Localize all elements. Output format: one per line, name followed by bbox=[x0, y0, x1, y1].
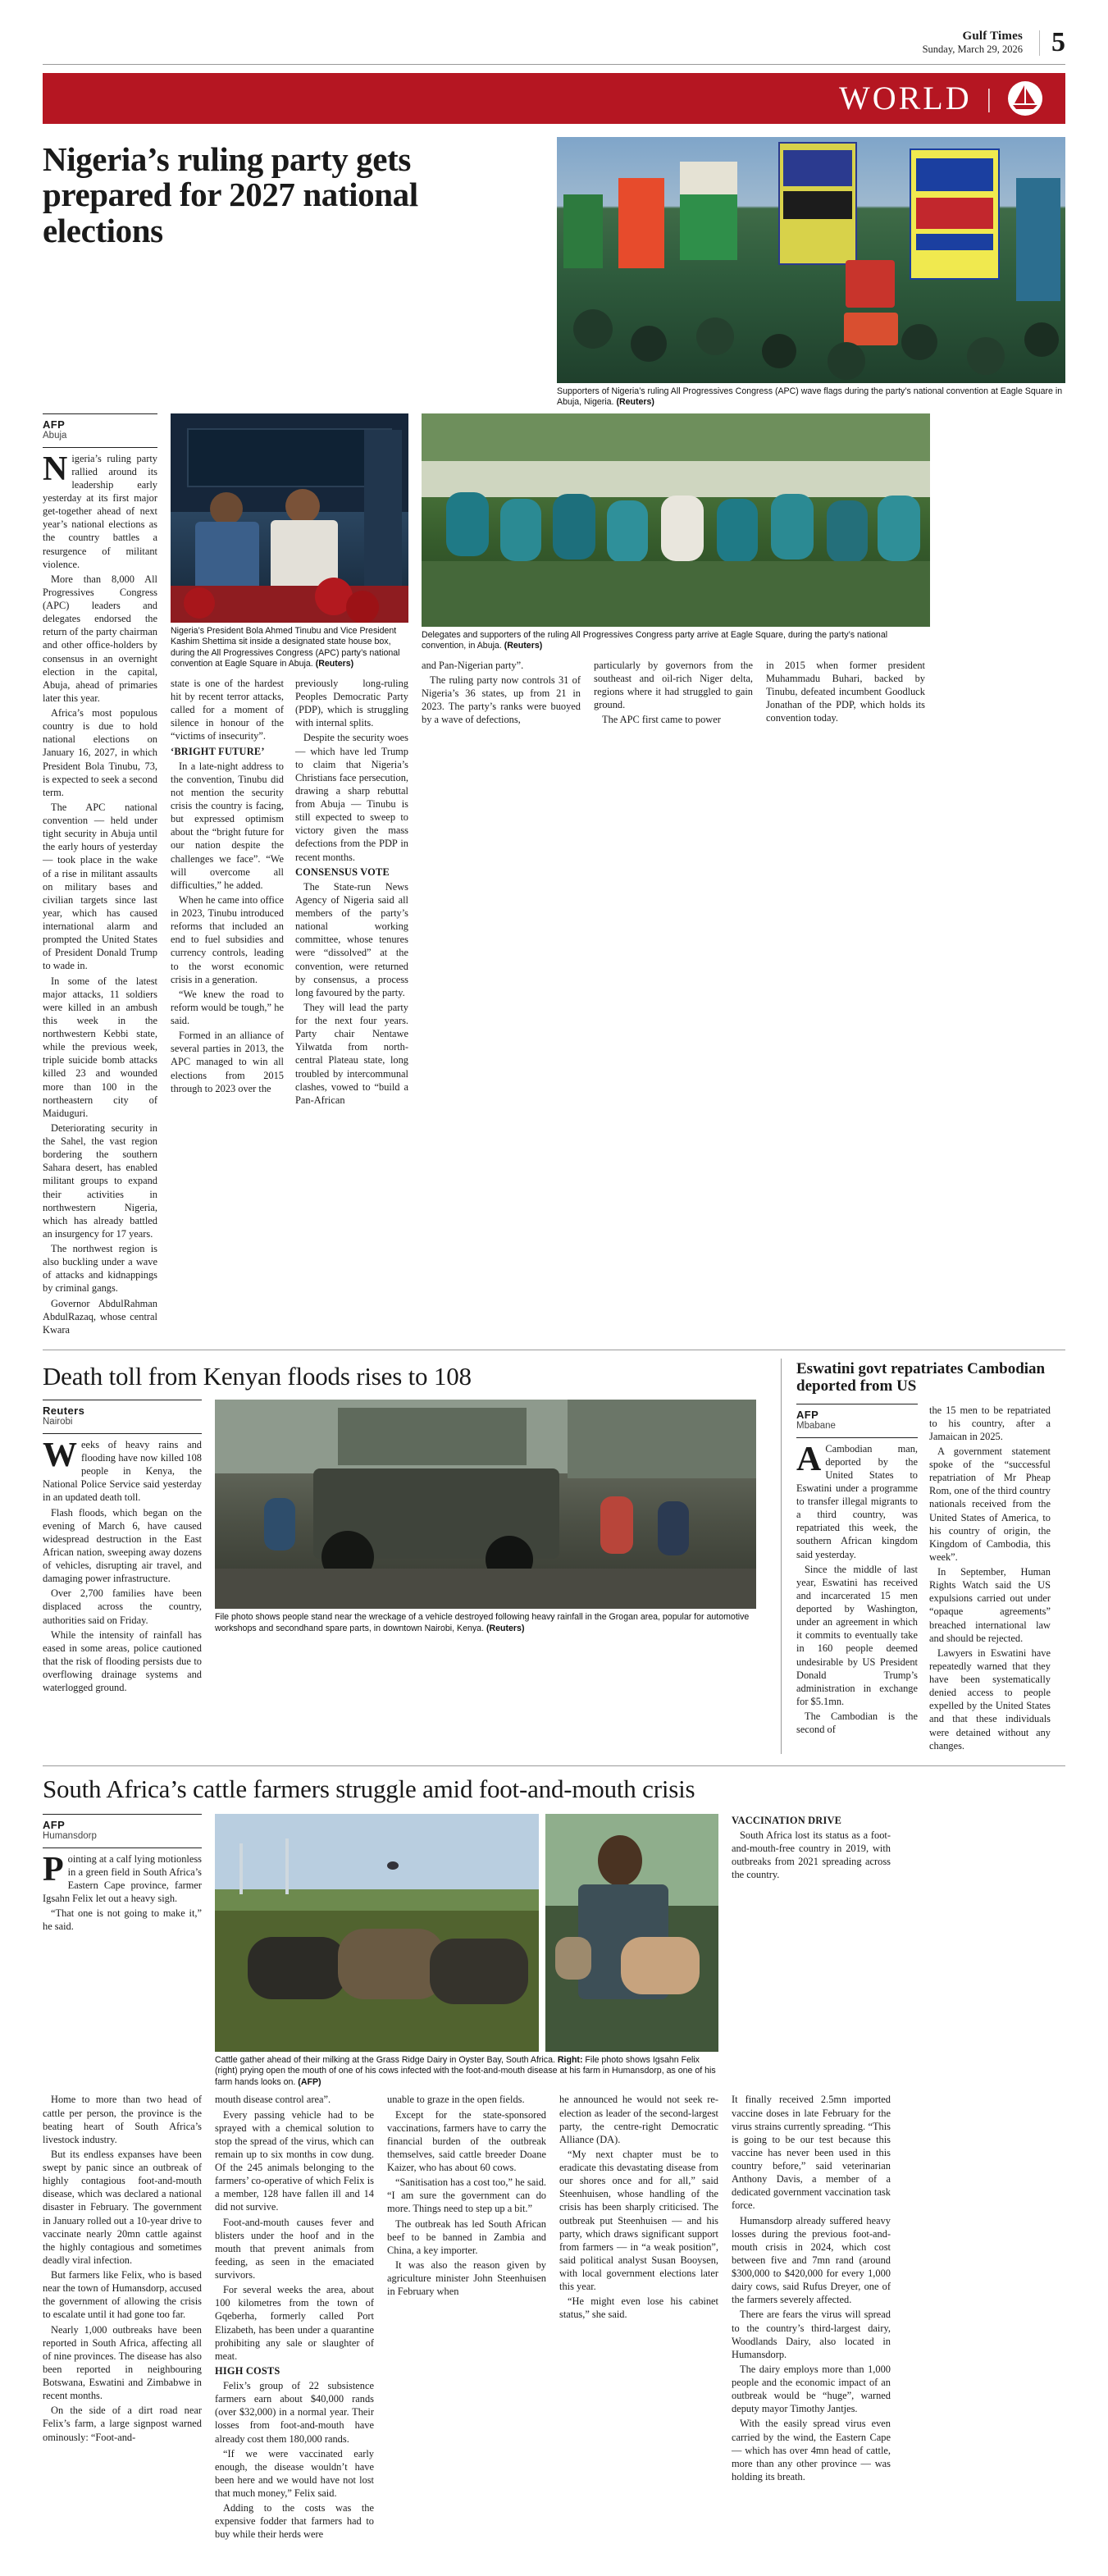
byline-place: Humansdorp bbox=[43, 1830, 97, 1841]
story4-photos-block bbox=[215, 1814, 718, 2089]
story1-col-1-text bbox=[43, 452, 157, 1336]
masthead-rule bbox=[43, 64, 1065, 65]
caption-text: Nigeria’s President Bola Ahmed Tinubu and Vice President Kashim Shettima sit inside a designated state house box, during the All Progressives Congress (APC) party’s national convention at Eagle Square in Abuja. bbox=[171, 625, 400, 669]
story2-byline bbox=[43, 1404, 202, 1427]
paragraph: particularly by governors from the southeast and oil-rich Niger delta, regions where it had struggled to gain ground. bbox=[594, 659, 753, 711]
story1-cols-under-photo bbox=[171, 677, 408, 1108]
paragraph: previously long-ruling Peoples Democratic Party (PDP), which is struggling with internal splits. bbox=[295, 677, 408, 729]
story1-headline: Nigeria’s ruling party gets prepared for 2027 national elections bbox=[43, 139, 418, 250]
story1-photo-b-block bbox=[557, 137, 1065, 409]
paragraph: “My next chapter must be to eradicate this devastating disease from our shores once and for all,” said Steenhuisen, whose handling of the crisis has been sharply criticised. The outbreak put Steenhuisen — and his party, which draws significant support from farmers — in “a weak position”, said political analyst Susan Booysen, with local government elections later this year. bbox=[559, 2148, 718, 2293]
paragraph: Africa’s most populous country is due to hold national elections on January 16, 2027, in which President Bola Tinubu, 73, is expected to seek a second term. bbox=[43, 707, 157, 798]
paragraph: Governor AbdulRahman AbdulRazaq, whose central Kwara bbox=[43, 1297, 157, 1336]
story4-col-3 bbox=[387, 2093, 546, 2542]
page-number: 5 bbox=[1039, 30, 1065, 56]
paragraph: There are fears the virus will spread to the country’s third-largest dairy, Woodlands Dairy, also located in Humansdorp. bbox=[732, 2309, 891, 2360]
caption-credit: (Reuters) bbox=[315, 659, 354, 669]
paragraph: Adding to the costs was the expensive fodder that farmers had to buy while their herds were bbox=[215, 2502, 374, 2541]
paragraph: A government statement spoke of the “successful repatriation of Mr Pheap Rom, one of the third country nationals received from the United States of America, to his country of origin, the Kingdom of Cambodia, this week”. bbox=[929, 1445, 1051, 1563]
paragraph: When he came into office in 2023, Tinubu introduced reforms that included an end to fuel subsidies and currency controls, leading to the worst economic crisis in a generation. bbox=[171, 893, 284, 985]
caption-right-text: File photo shows Igsahn Felix (right) prying open the mouth of one of his cows infected with the foot-and-mouth disease at his farm in Humansdorp, as one of his farm hands looks on. bbox=[215, 2054, 716, 2087]
paragraph: Humansdorp already suffered heavy losses during the previous foot-and-mouth crisis in 2024, which cost between five and 7mn rand (around $300,000 to $420,000 for every 1,000 dairy cows, said Rufus Dreyer, one of the farmers severely affected. bbox=[732, 2214, 891, 2306]
byline-rule bbox=[43, 1814, 202, 1815]
paragraph: ACambodian man, deported by the United States to Eswatini under a programme to transfer illegal migrants to a third country, was repatriated this week, the southern African kingdom said yesterday. bbox=[796, 1440, 918, 1560]
story4-photo-row bbox=[215, 1814, 718, 2052]
section-banner bbox=[43, 73, 1065, 124]
story1-byline bbox=[43, 418, 157, 441]
paragraph: Formed in an alliance of several parties in 2013, the APC managed to win all elections from 2015 through to 2023 over the bbox=[171, 1030, 284, 1094]
paragraph: It was also the reason given by agriculture minister John Steenhuisen in February when bbox=[387, 2259, 546, 2298]
photo-delegates-arrive bbox=[422, 413, 930, 627]
story2-photo-block bbox=[215, 1400, 756, 1696]
paragraph: Over 2,700 families have been displaced across the country, authorities said on Friday. bbox=[43, 1587, 202, 1626]
paragraph: Weeks of heavy rains and flooding have now killed 108 people in Kenya, the National Police Service said yesterday in an updated death toll. bbox=[43, 1436, 202, 1504]
paragraph: “That one is not going to make it,” he said. bbox=[43, 1907, 202, 1933]
paragraph: Lawyers in Eswatini have repeatedly warned that they have been systematically denied access to people expelled by the United States and that these individuals were detained without any changes. bbox=[929, 1647, 1051, 1752]
section-divider-2 bbox=[43, 1765, 1065, 1766]
story2-body bbox=[43, 1400, 764, 1696]
story1-photo-c-block bbox=[422, 413, 930, 1338]
subhead: VACCINATION DRIVE bbox=[732, 1814, 842, 1826]
story3-body bbox=[796, 1404, 1060, 1754]
subhead: HIGH COSTS bbox=[215, 2364, 280, 2377]
article-eswatini-deport bbox=[781, 1359, 1060, 1754]
caption-credit: (Reuters) bbox=[504, 641, 543, 651]
story4-top bbox=[43, 1814, 1065, 2089]
photo-apc-supporters bbox=[557, 137, 1065, 383]
paragraph: in 2015 when former president Muhammadu Buhari, backed by Tinubu, defeated incumbent Goodluck Jonathan of the PDP, which holds its convention today. bbox=[766, 659, 925, 724]
story1-cols-under-photo-c bbox=[422, 659, 930, 728]
story3-headline: Eswatini govt repatriates Cambodian deported from US bbox=[796, 1359, 1046, 1395]
story4-col-5 bbox=[732, 1814, 891, 2089]
paragraph: mouth disease control area”. bbox=[215, 2094, 331, 2106]
photo-nairobi-caption bbox=[215, 1612, 756, 1634]
row-kenya-eswatini bbox=[43, 1359, 1065, 1754]
paragraph: While the intensity of rainfall has eased in some areas, police cautioned that the risk of flooding persists due to overflowing drainage systems and waterlogged ground. bbox=[43, 1628, 202, 1694]
story1-col-4 bbox=[422, 659, 581, 728]
story1-col-1 bbox=[43, 413, 157, 1338]
photo-delegates-caption bbox=[422, 630, 930, 652]
photo-cattle-dairy bbox=[215, 1814, 539, 2052]
caption-text: Delegates and supporters of the ruling All Progressives Congress party arrive at Eagle Square, during the party’s national convention, in Abuja. bbox=[422, 629, 888, 651]
photo-felix-cow bbox=[545, 1814, 718, 2052]
paragraph: “He might even lose his cabinet status,” she said. bbox=[559, 2295, 718, 2321]
byline-rule-2 bbox=[43, 1433, 202, 1434]
paragraph: For several weeks the area, about 100 kilometres from the town of Gqeberha, formerly called Port Elizabeth, has been under a quarantine prohibiting any sale or slaughter of meat. bbox=[215, 2284, 374, 2362]
photo-tinubu-shettima bbox=[171, 413, 408, 623]
story1-col-5 bbox=[594, 659, 753, 728]
caption-text: File photo shows people stand near the wreckage of a vehicle destroyed following heavy rainfall in the Grogan area, popular for automotive workshops and secondhand spare parts, in downtown Nairobi, Kenya. bbox=[215, 1611, 750, 1633]
paragraph: They will lead the party for the next four years. Party chair Nentawe Yilwatda from north-central Plateau state, long troubled by intercommunal clashes, vowed to “build a Pan-African bbox=[295, 1001, 408, 1106]
byline-agency: Reuters bbox=[43, 1404, 85, 1417]
paragraph: Except for the state-sponsored vaccinations, farmers have to carry the financial burden of the outbreak themselves, said cattle breeder Doane Kaizer, who has about 60 cows. bbox=[387, 2108, 546, 2174]
story4-col-1-cont bbox=[43, 2093, 202, 2542]
photo-tinubu-caption bbox=[171, 626, 408, 670]
story1-headline-block bbox=[43, 137, 542, 409]
section-title: WORLD bbox=[838, 80, 972, 117]
caption-credit: (Reuters) bbox=[486, 1623, 525, 1633]
story2-col-1 bbox=[43, 1400, 202, 1696]
byline-place: Nairobi bbox=[43, 1416, 73, 1427]
byline-rule bbox=[43, 413, 157, 414]
byline-rule-2 bbox=[43, 447, 157, 448]
story4-byline bbox=[43, 1819, 202, 1841]
story1-col-3 bbox=[295, 677, 408, 1108]
photo-nairobi-wreckage bbox=[215, 1400, 756, 1609]
paragraph: “Sanitisation has a cost too,” he said. “I am sure the government can do more. Things need to step up a bit.” bbox=[387, 2176, 546, 2215]
story4-headline: South Africa’s cattle farmers struggle amid foot-and-mouth crisis bbox=[43, 1774, 695, 1803]
paragraph: Flash floods, which began on the evening of March 6, have caused widespread destruction in the East African nation, sweeping away dozens of vehicles, disrupting air travel, and damaging power infrastructure. bbox=[43, 1506, 202, 1585]
story4-bottom bbox=[43, 2093, 1065, 2542]
paragraph: South Africa lost its status as a foot-and-mouth-free country in 2019, with outbreaks from 2021 spreading across the country. bbox=[732, 1829, 891, 1881]
paper-name: Gulf Times bbox=[962, 30, 1023, 43]
paragraph: he announced he would not seek re-election as leader of the second-largest party, the centre-right Democratic Alliance (DA). bbox=[559, 2094, 718, 2145]
paragraph: With the easily spread virus even carried by the wind, the Eastern Cape — which has over 4mn head of cattle, more than any other province — was holding its breath. bbox=[732, 2418, 891, 2482]
caption-text: Supporters of Nigeria’s ruling All Progressives Congress (APC) wave flags during the party’s national convention at Eagle Square in Abuja, Nigeria. bbox=[557, 386, 1063, 408]
paragraph: But farmers like Felix, who is based near the town of Humansdorp, accused the government of allowing the crisis to escalate until it had gone too far. bbox=[43, 2269, 202, 2321]
masthead-text bbox=[923, 30, 1023, 56]
article-south-africa-fmd bbox=[43, 1774, 1065, 2543]
paragraph: The State-run News Agency of Nigeria said all members of the party’s national working committee, whose tenures were “dissolved” at the convention, were returned by consensus, a process long favoured by the party. bbox=[295, 880, 408, 998]
subhead: CONSENSUS VOTE bbox=[295, 866, 390, 878]
paragraph: The ruling party now controls 31 of Nigeria’s 36 states, up from 21 in 2023. The party’s ranks were buoyed by a wave of defections, bbox=[422, 674, 581, 726]
paragraph: Pointing at a calf lying motionless in a green field in South Africa’s Eastern Cape province, farmer Igsahn Felix let out a heavy sigh. bbox=[43, 1850, 202, 1905]
byline-agency: AFP bbox=[796, 1408, 819, 1421]
paragraph: In some of the latest major attacks, 11 soldiers were killed in an ambush this week in the northwestern Kebbi state, while the previous week, triple suicide bomb attacks killed 23 and wounded more than 100 in the northeastern city of Maiduguri. bbox=[43, 975, 157, 1119]
byline-place: Mbabane bbox=[796, 1420, 836, 1431]
paragraph: state is one of the hardest hit by recent terror attacks, called for a moment of silence in honour of the “victims of insecurity”. bbox=[171, 677, 284, 742]
story4-col-4 bbox=[559, 2093, 718, 2542]
paragraph: the 15 men to be repatriated to his country, after a Jamaican in 2025. bbox=[929, 1404, 1051, 1442]
byline-rule-2 bbox=[796, 1437, 918, 1438]
story1-body bbox=[43, 413, 1065, 1338]
story4-col-1 bbox=[43, 1814, 202, 2089]
story3-col-1 bbox=[796, 1404, 918, 1754]
caption-right-label: Right: bbox=[557, 2054, 583, 2065]
paragraph: On the side of a dirt road near Felix’s farm, a large signpost warned ominously: “Foot-and- bbox=[43, 2405, 202, 2443]
story1-col-2 bbox=[171, 677, 284, 1108]
story1-top bbox=[43, 137, 1065, 409]
paragraph: Foot-and-mouth causes fever and blisters under the hoof and in the mouth that prevent animals from feeding, as seen in the emaciated survivors. bbox=[215, 2216, 374, 2281]
story2-headline: Death toll from Kenyan floods rises to 108 bbox=[43, 1361, 472, 1391]
gulf-times-dhow-logo-icon bbox=[1006, 80, 1044, 116]
paragraph: Every passing vehicle had to be sprayed with a chemical solution to stop the spread of the virus, which can remain up to six months in cow dung. Of the 245 animals belonging to the farmers’ co-operative of which Felix is a member, 128 have fallen ill and 14 did not survive. bbox=[215, 2108, 374, 2213]
paragraph: The dairy employs more than 1,000 people and the economic impact of an outbreak would be “huge”, warned deputy mayor Timothy Jantjes. bbox=[732, 2363, 891, 2415]
paragraph: unable to graze in the open fields. bbox=[387, 2094, 525, 2106]
story1-col-6 bbox=[766, 659, 925, 728]
story4-col-5-cont bbox=[732, 2093, 891, 2542]
banner-separator: | bbox=[986, 83, 992, 113]
paragraph: It finally received 2.5mn imported vaccine doses in late February for the virus strains currently spreading. “This is going to be our test because this vaccine has never been used in this country before,” said veterinarian Anthony Davis, a member of a dedicated government vaccination task force. bbox=[732, 2094, 891, 2212]
story3-col-2 bbox=[929, 1404, 1051, 1754]
masthead bbox=[43, 27, 1065, 61]
paragraph: and Pan-Nigerian party”. bbox=[422, 659, 524, 671]
paragraph: Since the middle of last year, Eswatini has received and incarcerated 15 men deported by Washington, under an agreement in which it commits to eventually take in 160 people deemed undesirable by US President Donald Trump’s administration in exchange for $5.1mn. bbox=[796, 1563, 918, 1707]
paragraph: The Cambodian is the second of bbox=[796, 1710, 918, 1736]
paragraph: The northwest region is also buckling under a wave of attacks and kidnappings by criminal gangs. bbox=[43, 1243, 157, 1295]
paragraph: Home to more than two head of cattle per person, the province is the beating heart of South Africa’s livestock industry. bbox=[43, 2094, 202, 2145]
paragraph: But its endless expanses have been swept by panic since an outbreak of highly contagious foot-and-mouth disease, which was declared a national disaster in February. The government in January rolled out a 10-year drive to vaccinate nearly 20mn cattle against the highly contagious and sometimes deadly viral infection. bbox=[43, 2148, 202, 2266]
caption-text: Cattle gather ahead of their milking at the Grass Ridge Dairy in Oyster Bay, South Africa. bbox=[215, 2054, 555, 2065]
paragraph: Nearly 1,000 outbreaks have been reported in South Africa, affecting all of nine provinces. The disease has also been reported in neighbouring Botswana, Eswatini and Zimbabwe in recent months. bbox=[43, 2323, 202, 2402]
paragraph: Felix’s group of 22 subsistence farmers earn about $40,000 rands (over $32,000) in a normal year. Their losses from foot-and-mouth have already cost them 180,000 rands. bbox=[215, 2380, 374, 2445]
paragraph: In September, Human Rights Watch said the US expulsions carried out under “opaque agreements” breached international law and should be rejected. bbox=[929, 1566, 1051, 1644]
paragraph: “If we were vaccinated early enough, the disease wouldn’t have been here and we would have not lost that much money,” Felix said. bbox=[215, 2447, 374, 2500]
caption-credit: (Reuters) bbox=[616, 397, 654, 408]
story4-col-2 bbox=[215, 2093, 374, 2542]
paragraph: Deteriorating security in the Sahel, the vast region bordering the southern Sahara desert, has enabled militant groups to expand their activities in northwestern Nigeria, which has already battled an insurgency for 17 years. bbox=[43, 1121, 157, 1240]
paragraph: The APC first came to power bbox=[602, 714, 721, 726]
paragraph: “We knew the road to reform would be tough,” he said. bbox=[171, 988, 284, 1027]
subhead: ‘BRIGHT FUTURE’ bbox=[171, 745, 265, 757]
paragraph: The outbreak has led South African beef to be banned in Zambia and China, a key importer. bbox=[387, 2217, 546, 2256]
paragraph: More than 8,000 All Progressives Congress (APC) leaders and delegates endorsed the return of the party chairman and other office-holders by consensus in an overnight election in the capital, Abuja, ahead of primaries later this year. bbox=[43, 573, 157, 704]
byline-agency: AFP bbox=[43, 1818, 66, 1831]
paper-date: Sunday, March 29, 2026 bbox=[922, 43, 1023, 56]
paragraph: Nigeria’s ruling party rallied around its leadership early yesterday at its first major get-together ahead of next year’s national elections as the country battles a resurgence of militant violence. bbox=[43, 450, 157, 570]
byline-place: Abuja bbox=[43, 430, 67, 441]
article-kenya-floods bbox=[43, 1359, 764, 1754]
photo-apc-supporters-caption bbox=[557, 386, 1065, 409]
paragraph: The APC national convention — held under tight security in Abuja until the early hours of yesterday — took place in the wake of a rise in militant assaults on military bases and civilian targets since last year, which has caused international alarm and prompted the United States of President Donald Trump to wade in. bbox=[43, 801, 157, 972]
paragraph: Despite the security woes — which have led Trump to claim that Nigeria’s Christians face persecution, drawing a sharp rebuttal from Abuja — Tinubu is still expected to sweep to victory given the mass defections from the PDP in recent months. bbox=[295, 732, 408, 863]
story4-photo-caption bbox=[215, 2055, 718, 2089]
story1-photo-a-block bbox=[171, 413, 408, 1338]
paragraph: In a late-night address to the convention, Tinubu did not mention the security crisis the country is facing, but expressed optimism about the “bright future for our nation despite the challenges we face”. “We will overcome all difficulties,” he added. bbox=[171, 760, 284, 891]
story3-byline bbox=[796, 1409, 918, 1431]
byline-agency: AFP bbox=[43, 418, 66, 431]
caption-credit: (AFP) bbox=[298, 2076, 321, 2087]
article-nigeria-apc bbox=[43, 137, 1065, 1338]
